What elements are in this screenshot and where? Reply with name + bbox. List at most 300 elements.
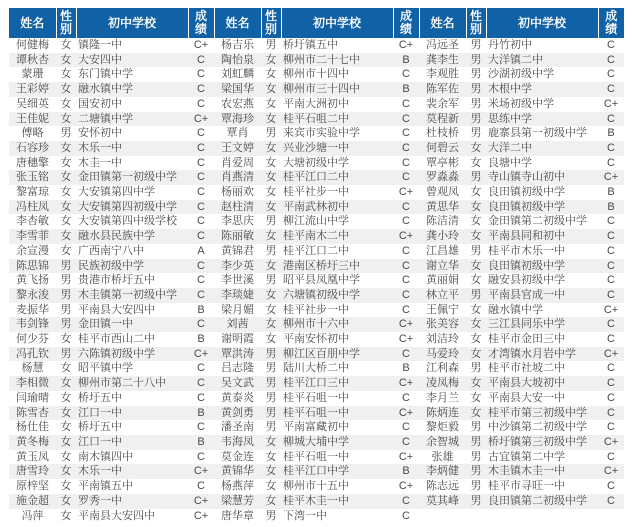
table-row	[9, 406, 624, 421]
student-name-cell: 谢立华	[426, 259, 459, 272]
school-cell: 柳州市十四中	[283, 68, 349, 81]
student-name-cell: 谢明霞	[221, 333, 254, 346]
school-cell: 平南县大安一中	[488, 391, 565, 404]
school-cell: 大安镇第四中级学校	[78, 215, 177, 228]
grade-cell: C	[197, 141, 205, 154]
gender-cell: 男	[470, 53, 482, 66]
student-name-cell: 莫程新	[426, 112, 459, 125]
school-cell: 桂平石咀一中	[283, 391, 349, 404]
grade-cell: C+	[398, 333, 414, 346]
student-name-cell: 黎炬毅	[426, 421, 459, 434]
grade-cell: C	[402, 97, 410, 110]
school-cell: 安怀初中	[78, 127, 122, 140]
grade-cell: B	[607, 127, 615, 140]
gender-cell: 女	[60, 450, 72, 463]
school-cell: 木圭镇木圭一中	[488, 465, 565, 478]
table-row	[9, 464, 624, 479]
student-name-cell: 王佩宁	[426, 303, 459, 316]
grade-cell: C	[197, 68, 205, 81]
grade-cell: C	[197, 391, 205, 404]
grade-cell: C	[197, 480, 205, 493]
student-name-cell: 李炳健	[426, 465, 459, 478]
grade-cell: C	[197, 318, 205, 331]
gender-cell: 女	[265, 68, 277, 81]
gender-cell: 女	[470, 274, 482, 287]
grade-cell: C	[402, 68, 410, 81]
grade-cell	[598, 509, 624, 524]
gender-cell: 女	[265, 53, 277, 66]
school-cell: 来宾市实验中学	[283, 127, 360, 140]
table-row	[9, 67, 624, 82]
table-row	[9, 244, 624, 259]
grade-cell: C	[607, 391, 615, 404]
school-cell: 柳州市十五中	[283, 480, 349, 493]
student-score-table	[9, 8, 624, 523]
grade-cell: C	[197, 186, 205, 199]
student-name-cell: 覃洪涛	[221, 347, 254, 360]
table-row	[9, 273, 624, 288]
school-cell: 良塘中学	[488, 156, 532, 169]
school-cell: 桂平江口中学	[283, 465, 349, 478]
school-cell: 大安镇第四初级中学	[78, 200, 177, 213]
grade-cell: C+	[398, 39, 414, 51]
student-name-cell: 韦剑锋	[16, 318, 49, 331]
school-cell: 平南县同和初中	[488, 230, 565, 243]
school-cell: 广西南宁八中	[78, 244, 144, 257]
school-cell: 大洋镇二中	[488, 53, 543, 66]
grade-cell: C	[197, 83, 205, 96]
grade-cell: C	[197, 156, 205, 169]
gender-cell: 男	[470, 39, 482, 51]
school-cell: 桂平江口二中	[283, 244, 349, 257]
grade-cell: C+	[398, 480, 414, 493]
table-row	[9, 112, 624, 127]
student-name-cell: 陈军佐	[426, 83, 459, 96]
school-cell: 平南安怀初中	[283, 333, 349, 346]
student-name-cell: 黎永浚	[16, 288, 49, 301]
school-cell: 桂平市木乐一中	[488, 244, 565, 257]
school-cell: 桂平石咀一中	[283, 450, 349, 463]
student-name-cell: 黄锦华	[221, 465, 254, 478]
student-name-cell: 石容珍	[16, 141, 49, 154]
student-name-cell: 闫瑜晴	[16, 391, 49, 404]
gender-cell: 女	[470, 156, 482, 169]
gender-cell: 女	[470, 230, 482, 243]
student-name-cell: 杨吉乐	[221, 39, 254, 51]
grade-cell: C	[607, 333, 615, 346]
grade-cell: C	[402, 274, 410, 287]
grade-cell: C+	[193, 112, 209, 125]
grade-cell: C	[402, 200, 410, 213]
student-name-cell: 李少英	[221, 259, 254, 272]
student-name-cell: 杜枝桥	[426, 127, 459, 140]
gender-cell: 女	[60, 509, 72, 522]
grade-cell: C+	[193, 465, 209, 478]
grade-cell: C	[197, 274, 205, 287]
school-cell: 桂平南木二中	[283, 230, 349, 243]
student-name-cell: 马爱玲	[426, 347, 459, 360]
grade-cell: C	[402, 127, 410, 140]
school-cell: 桂平市社坡二中	[488, 362, 565, 375]
table-row	[9, 479, 624, 494]
gender-cell: 女	[470, 200, 482, 213]
grade-cell: C	[197, 215, 205, 228]
school-cell: 桥圩五中	[78, 421, 122, 434]
student-name-cell: 黄冬梅	[16, 435, 49, 448]
school-cell: 桂平市西山二中	[78, 333, 155, 346]
school-cell: 陆川大桥二中	[283, 362, 349, 375]
grade-cell: C	[607, 377, 615, 390]
col-header-grade: 成绩	[393, 8, 419, 38]
grade-cell: B	[402, 362, 410, 375]
table-row	[9, 376, 624, 391]
student-name-cell: 吴细英	[16, 97, 49, 110]
grade-cell: C	[197, 97, 205, 110]
school-cell: 寺山镇寺山初中	[488, 171, 565, 184]
student-name-cell: 唐穗擎	[16, 156, 49, 169]
school-cell: 思练中学	[488, 112, 532, 125]
student-name-cell: 肖爱周	[221, 156, 254, 169]
student-name-cell: 覃肖	[226, 127, 249, 140]
student-name-cell: 黄飞扬	[16, 274, 49, 287]
school-cell: 融水镇中学	[78, 83, 133, 96]
table-row	[9, 141, 624, 156]
student-name-cell: 陈洁清	[426, 215, 459, 228]
school-cell: 金田镇第一初级中学	[78, 171, 177, 184]
student-name-cell: 余宣漫	[16, 244, 49, 257]
table-row	[9, 435, 624, 450]
table-row	[9, 259, 624, 274]
table-row	[9, 97, 624, 112]
school-cell: 桂平石咀二中	[283, 112, 349, 125]
student-name-cell: 裴余军	[426, 97, 459, 110]
school-cell: 平南县大安四中	[78, 303, 155, 316]
school-cell: 六陈镇初级中学	[78, 347, 155, 360]
grade-cell: B	[197, 406, 205, 419]
gender-cell: 男	[265, 127, 277, 140]
school-cell: 平南县官成一中	[488, 288, 565, 301]
table-row	[9, 229, 624, 244]
grade-cell: C+	[603, 171, 619, 184]
gender-cell: 男	[265, 391, 277, 404]
table-row	[9, 332, 624, 347]
school-cell: 罗秀一中	[78, 494, 122, 507]
school-cell: 江口一中	[78, 406, 122, 419]
student-name-cell: 农宏燕	[221, 97, 254, 110]
student-name-cell: 陶怡泉	[221, 53, 254, 66]
gender-cell: 男	[265, 421, 277, 434]
school-cell: 下湾一中	[283, 509, 327, 522]
gender-cell: 女	[60, 171, 72, 184]
gender-cell: 女	[60, 112, 72, 125]
school-cell: 鹿寨县第一初级中学	[488, 127, 587, 140]
gender-cell: 女	[265, 83, 277, 96]
school-cell: 柳州市三十四中	[283, 83, 360, 96]
gender-cell: 女	[265, 333, 277, 346]
grade-cell: A	[197, 244, 205, 257]
table-row	[9, 420, 624, 435]
student-name-cell: 李月兰	[426, 391, 459, 404]
student-name-cell: 杨慧	[21, 362, 44, 375]
student-name-cell: 原梓坚	[16, 480, 49, 493]
gender-cell: 男	[470, 288, 482, 301]
gender-cell: 女	[60, 406, 72, 419]
gender-cell: 男	[470, 465, 482, 478]
school-cell: 江口一中	[78, 435, 122, 448]
gender-cell: 男	[265, 215, 277, 228]
student-name-cell: 李世溪	[221, 274, 254, 287]
grade-cell: C	[607, 288, 615, 301]
school-cell: 镇隆一中	[78, 39, 122, 51]
gender-cell: 男	[265, 362, 277, 375]
grade-cell: C	[197, 171, 205, 184]
gender-cell: 女	[265, 112, 277, 125]
gender-cell: 男	[470, 112, 482, 125]
gender-cell: 女	[60, 333, 72, 346]
student-name-cell: 莫金连	[221, 450, 254, 463]
gender-cell: 男	[265, 377, 277, 390]
grade-cell: C	[607, 68, 615, 81]
gender-cell: 女	[265, 288, 277, 301]
student-name-cell: 王文婷	[221, 141, 254, 154]
table-row	[9, 82, 624, 97]
student-name-cell: 余智城	[426, 435, 459, 448]
grade-cell: C	[402, 347, 410, 360]
gender-cell: 女	[470, 391, 482, 404]
grade-cell: C	[607, 39, 615, 51]
school-cell: 平南镇五中	[78, 480, 133, 493]
school-cell: 良田镇初级中学	[488, 200, 565, 213]
grade-cell: C+	[193, 494, 209, 507]
col-header-school: 初中学校	[486, 8, 598, 38]
grade-cell: B	[607, 186, 615, 199]
student-name-cell: 黎富琼	[16, 186, 49, 199]
student-name-cell: 梁慧芳	[221, 494, 254, 507]
col-header-gender: 性别	[466, 8, 486, 38]
grade-cell: C	[197, 288, 205, 301]
student-name-cell: 何健梅	[16, 39, 49, 51]
school-cell: 金田镇第二初级中学	[488, 215, 587, 228]
school-cell: 古宜镇第二中学	[488, 450, 565, 463]
table-row	[9, 347, 624, 362]
col-header-school: 初中学校	[76, 8, 188, 38]
gender-cell: 女	[60, 215, 72, 228]
student-name-cell: 王佳妮	[16, 112, 49, 125]
grade-cell: C	[402, 215, 410, 228]
gender-cell: 女	[60, 435, 72, 448]
school-cell: 柳州市二十七中	[283, 53, 360, 66]
table-row	[9, 156, 624, 171]
school-cell: 三江县同乐中学	[488, 318, 565, 331]
student-name-cell: 覃亭彬	[426, 156, 459, 169]
gender-cell: 男	[470, 362, 482, 375]
student-name-cell: 韦海凤	[221, 435, 254, 448]
student-name-cell: 陈雪杏	[16, 406, 49, 419]
gender-cell: 男	[470, 127, 482, 140]
gender-cell: 女	[60, 244, 72, 257]
student-name-cell: 李观胜	[426, 68, 459, 81]
gender-cell: 男	[265, 244, 277, 257]
grade-cell: B	[607, 200, 615, 213]
student-name-cell: 吴文武	[221, 377, 254, 390]
school-cell: 昭平县凤凰中学	[283, 274, 360, 287]
grade-cell: C+	[193, 39, 209, 51]
gender-cell: 女	[265, 200, 277, 213]
student-name-cell: 冯萍	[21, 509, 44, 522]
grade-cell: B	[197, 333, 205, 346]
grade-cell: C	[402, 141, 410, 154]
gender-cell: 男	[60, 318, 72, 331]
grade-cell: C	[607, 156, 615, 169]
gender-cell: 男	[470, 494, 482, 507]
gender-cell: 女	[60, 68, 72, 81]
grade-cell: C	[607, 274, 615, 287]
grade-cell: C+	[398, 377, 414, 390]
grade-cell: C	[402, 259, 410, 272]
school-cell: 柳州市十六中	[283, 318, 349, 331]
school-cell: 平南县大坡初中	[488, 377, 565, 390]
grade-cell: C	[197, 259, 205, 272]
student-name-cell: 江利森	[426, 362, 459, 375]
grade-cell: C	[402, 421, 410, 434]
student-name-cell: 黄剑勇	[221, 406, 254, 419]
school-cell: 昭平镇中学	[78, 362, 133, 375]
student-name-cell: 陈丽敏	[221, 230, 254, 243]
school-cell: 兴业沙塘一中	[283, 141, 349, 154]
student-name-cell: 黄丽娟	[426, 274, 459, 287]
gender-cell: 女	[265, 450, 277, 463]
gender-cell: 男	[470, 450, 482, 463]
grade-cell: C+	[398, 186, 414, 199]
school-cell: 桥圩五中	[78, 391, 122, 404]
gender-cell: 男	[60, 288, 72, 301]
school-cell: 港南区桥圩三中	[283, 259, 360, 272]
grade-cell: C	[607, 83, 615, 96]
table-row	[9, 494, 624, 509]
gender-cell: 男	[265, 347, 277, 360]
student-name-cell: 黄玉凤	[16, 450, 49, 463]
table-row	[9, 509, 624, 524]
student-name-cell: 冯孔钦	[16, 347, 49, 360]
school-cell: 桂平木圭一中	[283, 494, 349, 507]
student-name-cell: 曾观凤	[426, 186, 459, 199]
table-header	[9, 8, 624, 38]
gender-cell: 女	[60, 230, 72, 243]
school-cell: 大安四中	[78, 53, 122, 66]
school-cell: 国安初中	[78, 97, 122, 110]
gender-cell: 男	[265, 406, 277, 419]
student-name-cell: 罗淼淼	[426, 171, 459, 184]
table-row	[9, 53, 624, 68]
gender-cell: 男	[60, 274, 72, 287]
school-cell: 六塘镇初级中学	[283, 288, 360, 301]
grade-cell: C	[402, 112, 410, 125]
gender-cell: 女	[265, 435, 277, 448]
grade-cell: C+	[398, 406, 414, 419]
table-row	[9, 288, 624, 303]
gender-cell: 女	[60, 141, 72, 154]
school-cell: 金田镇一中	[78, 318, 133, 331]
school-cell: 柳江区百朋中学	[283, 347, 360, 360]
school-cell: 中沙镇第二初级中学	[488, 421, 587, 434]
school-cell: 丹竹初中	[488, 39, 532, 51]
school-cell: 东门镇中学	[78, 68, 133, 81]
school-cell: 大洋二中	[488, 141, 532, 154]
table-row	[9, 200, 624, 215]
gender-cell: 女	[470, 347, 482, 360]
school-cell: 大安镇第四中学	[78, 186, 155, 199]
grade-cell: C	[402, 288, 410, 301]
school-cell: 桂平市金田三中	[488, 333, 565, 346]
grade-cell: C+	[398, 230, 414, 243]
grade-cell: C	[607, 141, 615, 154]
school-cell: 二塘镇中学	[78, 112, 133, 125]
student-name-cell: 肖燕清	[221, 171, 254, 184]
school-cell	[486, 509, 598, 524]
gender-cell: 女	[265, 141, 277, 154]
gender-cell	[466, 509, 486, 524]
student-name-cell: 龚小玲	[426, 230, 459, 243]
student-name-cell: 黄思华	[426, 200, 459, 213]
grade-cell: C	[402, 244, 410, 257]
student-name-cell: 杨丽欢	[221, 186, 254, 199]
gender-cell: 男	[265, 39, 277, 51]
student-name-cell: 梁月媚	[221, 303, 254, 316]
grade-cell: C	[607, 230, 615, 243]
grade-cell: C	[402, 494, 410, 507]
school-cell: 平南富藏初中	[283, 421, 349, 434]
grade-cell: B	[402, 83, 410, 96]
table-body	[9, 38, 624, 523]
student-name-cell: 王彩婷	[16, 83, 49, 96]
school-cell: 桥圩镇第三初级中学	[488, 435, 587, 448]
gender-cell: 女	[60, 494, 72, 507]
grade-cell: C	[607, 215, 615, 228]
student-name-cell: 刘虹麟	[221, 68, 254, 81]
gender-cell: 女	[265, 480, 277, 493]
school-cell: 桂平市寻旺一中	[488, 480, 565, 493]
school-cell: 沙湖初级中学	[488, 68, 554, 81]
grade-cell: C	[402, 391, 410, 404]
gender-cell: 男	[265, 509, 277, 522]
school-cell: 桂平社步一中	[283, 303, 349, 316]
student-name-cell: 麦振华	[16, 303, 49, 316]
student-name-cell	[419, 509, 466, 524]
grade-cell: C	[197, 362, 205, 375]
gender-cell: 女	[470, 333, 482, 346]
student-name-cell: 冯柱凤	[16, 200, 49, 213]
table-row	[9, 185, 624, 200]
gender-cell: 男	[60, 303, 72, 316]
gender-cell: 女	[265, 171, 277, 184]
student-name-cell: 江昌雄	[426, 244, 459, 257]
gender-cell: 女	[470, 406, 482, 419]
student-name-cell: 冯远圣	[426, 39, 459, 51]
grade-cell: C	[402, 435, 410, 448]
school-cell: 桥圩镇五中	[283, 39, 338, 51]
gender-cell: 女	[60, 83, 72, 96]
student-name-cell: 张雄	[431, 450, 454, 463]
grade-cell: C+	[603, 435, 619, 448]
col-header-grade: 成绩	[598, 8, 624, 38]
grade-cell: C	[197, 450, 205, 463]
table-row	[9, 170, 624, 185]
school-cell: 良田镇初级中学	[488, 186, 565, 199]
grade-cell: C	[197, 377, 205, 390]
grade-cell: C+	[603, 347, 619, 360]
grade-cell: C	[607, 362, 615, 375]
student-name-cell: 凌凤梅	[426, 377, 459, 390]
